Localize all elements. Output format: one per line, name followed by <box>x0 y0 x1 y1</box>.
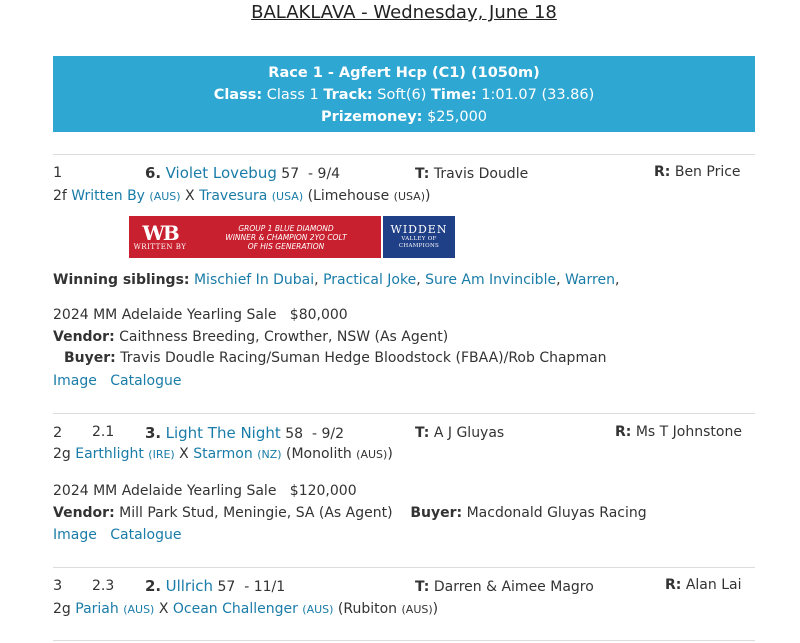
vendor-label: Vendor: <box>53 505 115 521</box>
margin: 2.3 <box>92 578 115 594</box>
weight: 57 <box>281 166 300 182</box>
rider-name: Ben Price <box>674 164 741 180</box>
pedigree <box>53 599 438 620</box>
buyer-label: Buyer: <box>410 505 463 521</box>
vendor-label: Vendor: <box>53 329 115 345</box>
damsire-close: ) <box>432 601 439 617</box>
sex-age: 2f <box>53 188 67 204</box>
sibling-link[interactable]: Sure Am Invincible <box>425 272 557 288</box>
sire-country[interactable]: (IRE) <box>148 448 175 461</box>
banner-tagline <box>191 216 383 258</box>
prizemoney <box>53 106 755 128</box>
sire-link[interactable]: Pariah <box>75 601 119 617</box>
weight: 58 <box>285 426 304 442</box>
finish-position: 3 <box>53 578 63 594</box>
buyer <box>64 348 607 368</box>
time-value: 1:01.07 (33.86) <box>481 87 595 103</box>
brand-name: WIDDEN <box>390 223 448 236</box>
trainer-label: T: <box>415 579 430 595</box>
horse-name-link[interactable]: Ullrich <box>165 577 213 595</box>
damsire-country: (USA) <box>393 190 426 203</box>
rider <box>665 575 741 595</box>
rider-name: Ms T Johnstone <box>635 424 742 440</box>
weight: 57 <box>217 579 236 595</box>
race-header <box>53 56 755 132</box>
vendor-buyer <box>53 503 647 523</box>
sibling-link[interactable]: Mischief In Dubai <box>193 272 315 288</box>
trainer <box>415 164 528 184</box>
horse-name-link[interactable]: Violet Lovebug <box>165 164 277 182</box>
divider <box>53 413 755 414</box>
trainer-name: Darren & Aimee Magro <box>433 579 594 595</box>
track-label: Track: <box>323 87 373 103</box>
winning-siblings: Winning siblings: Mischief In Dubai, Practical Joke, Sure Am Invincible, Warren, <box>53 272 620 288</box>
image-link[interactable]: Image <box>53 373 97 389</box>
dam-country[interactable]: (USA) <box>271 190 304 203</box>
sex-age: 2g <box>53 446 71 462</box>
vendor-name: Mill Park Stud, Meningie, SA (As Agent) <box>119 505 393 521</box>
dam-country[interactable]: (NZ) <box>257 448 282 461</box>
trainer-name: A J Gluyas <box>433 425 505 441</box>
odds: - 9/2 <box>311 426 344 442</box>
race-name: Race 1 - Agfert Hcp (C1) (1050m) <box>268 65 540 81</box>
cross: X <box>158 601 169 617</box>
rider <box>615 422 742 442</box>
siblings-label: Winning siblings: <box>53 272 190 288</box>
trainer <box>415 423 504 443</box>
trainer-label: T: <box>415 425 430 441</box>
banner-line-1: GROUP 1 BLUE DIAMOND <box>238 223 334 233</box>
runner-line <box>145 576 285 597</box>
saddle-number: 6. <box>145 164 162 182</box>
vendor <box>53 327 448 347</box>
dam-country[interactable]: (AUS) <box>302 603 334 616</box>
prize-label: Prizemoney: <box>320 109 423 125</box>
race-conditions <box>53 84 755 106</box>
divider <box>53 567 755 568</box>
damsire: (Rubiton <box>337 601 398 617</box>
trainer <box>415 577 594 597</box>
time-label: Time: <box>431 87 477 103</box>
rider-name: Alan Lai <box>685 577 742 593</box>
catalogue-link[interactable]: Catalogue <box>110 373 182 389</box>
sale-name: 2024 MM Adelaide Yearling Sale <box>53 483 277 499</box>
image-link[interactable]: Image <box>53 527 97 543</box>
media-links <box>53 371 181 391</box>
sale-info <box>53 481 357 501</box>
horse-name-link[interactable]: Light The Night <box>165 424 281 442</box>
class-value: Class 1 <box>266 87 319 103</box>
banner-line-3: OF HIS GENERATION <box>247 241 325 251</box>
margin: 2.1 <box>92 424 115 440</box>
damsire-close: ) <box>425 188 431 204</box>
banner-line-2: WINNER & CHAMPION 2YO COLT <box>225 232 347 242</box>
sire-link[interactable]: Earthlight <box>75 446 144 462</box>
sibling-link[interactable]: Practical Joke <box>323 272 417 288</box>
rider-label: R: <box>654 164 671 180</box>
sire-country[interactable]: (AUS) <box>123 603 155 616</box>
logo-mark: WB <box>142 221 178 245</box>
damsire: (Limehouse <box>307 188 390 204</box>
class-label: Class: <box>213 87 263 103</box>
cross: X <box>179 446 189 462</box>
finish-position: 2 <box>53 425 63 441</box>
track-value: Soft(6) <box>377 87 427 103</box>
sale-info <box>53 305 348 325</box>
vendor-name: Caithness Breeding, Crowther, NSW (As Agent) <box>119 329 449 345</box>
rider-label: R: <box>665 577 682 593</box>
brand-subtitle: VALLEY OF CHAMPIONS <box>398 236 440 249</box>
saddle-number: 3. <box>145 424 162 442</box>
sale-price: $120,000 <box>289 483 357 499</box>
runner-line <box>145 163 340 184</box>
saddle-number: 2. <box>145 577 162 595</box>
damsire-country: (AUS) <box>356 448 388 461</box>
damsire: (Monolith <box>286 446 352 462</box>
prize-value: $25,000 <box>427 109 488 125</box>
sale-price: $80,000 <box>289 307 348 323</box>
media-links <box>53 525 181 545</box>
sex-age: 2g <box>53 601 71 617</box>
catalogue-link[interactable]: Catalogue <box>110 527 182 543</box>
trainer-name: Travis Doudle <box>433 166 529 182</box>
runner-line <box>145 423 344 444</box>
buyer-label: Buyer: <box>64 350 116 366</box>
rider <box>654 162 741 182</box>
sire-advertisement-banner[interactable] <box>129 216 455 258</box>
pedigree <box>53 444 393 465</box>
buyer-name: Travis Doudle Racing/Suman Hedge Bloodstock (FBAA)/Rob Chapman <box>120 350 607 366</box>
damsire-country: (AUS) <box>401 603 433 616</box>
dam-link[interactable]: Travesura <box>199 188 268 204</box>
dam-link[interactable]: Ocean Challenger <box>172 601 298 617</box>
sire-country[interactable]: (AUS) <box>149 190 181 203</box>
divider <box>53 640 755 641</box>
dam-link[interactable]: Starmon <box>193 446 253 462</box>
sibling-link[interactable]: Warren <box>564 272 615 288</box>
divider <box>53 154 755 155</box>
sale-name: 2024 MM Adelaide Yearling Sale <box>53 307 277 323</box>
finish-position: 1 <box>53 165 63 181</box>
cross: X <box>185 188 195 204</box>
pedigree <box>53 186 430 207</box>
rider-label: R: <box>615 424 632 440</box>
damsire-close: ) <box>387 446 393 462</box>
page-title: BALAKLAVA - Wednesday, June 18 <box>251 2 557 23</box>
sire-link[interactable]: Written By <box>71 188 145 204</box>
buyer-name: Macdonald Gluyas Racing <box>466 505 647 521</box>
widden-logo <box>383 216 455 258</box>
logo-subtitle: WRITTEN BY <box>133 243 187 251</box>
odds: - 11/1 <box>244 579 286 595</box>
trainer-label: T: <box>415 166 430 182</box>
written-by-logo <box>129 216 191 258</box>
odds: - 9/4 <box>308 166 341 182</box>
